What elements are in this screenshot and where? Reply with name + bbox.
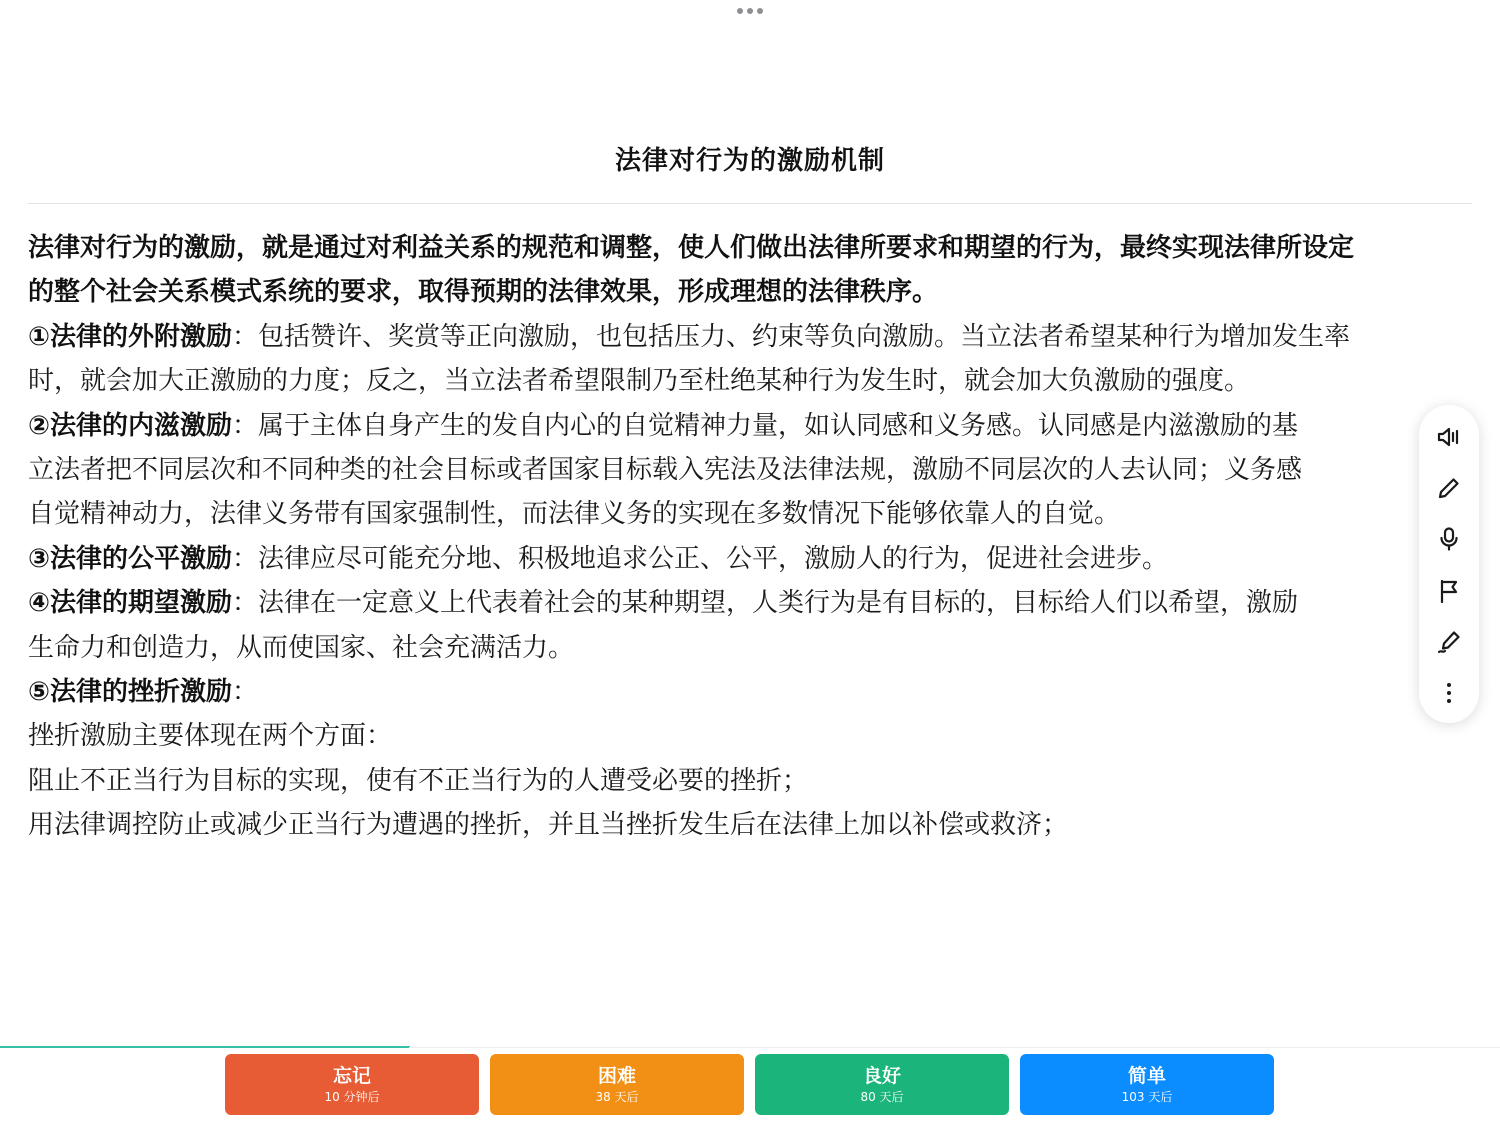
title-divider [28, 203, 1472, 204]
card-content [28, 226, 1472, 848]
item-term: ②法律的内滋激励 [28, 410, 233, 441]
window-handle[interactable] [733, 6, 767, 16]
item-term: ④法律的期望激励 [28, 588, 233, 619]
item-fairness-line: ③法律的公平激励：法律应尽可能充分地、积极地追求公正、公平，激励人的行为，促进社会进步。 [28, 543, 1169, 574]
rating-label: 良好 [862, 1064, 901, 1087]
item-internal-line: 立法者把不同层次和不同种类的社会目标或者国家目标载入宪法及法律法规，激励不同层次的人去认同；义务感 [28, 455, 1303, 486]
handle-dot [737, 8, 743, 14]
rating-interval: 10 分钟后 [324, 1089, 380, 1104]
pen-draw-icon[interactable] [1427, 620, 1471, 663]
item-internal-line: ②法律的内滋激励：属于主体自身产生的发自内心的自觉精神力量，如认同感和义务感。认同感是内滋激励的基 [28, 410, 1299, 441]
handle-dot [747, 8, 753, 14]
rating-buttons [225, 1054, 1274, 1115]
item-expectation-line: 生命力和创造力，从而使国家、社会充满活力。 [28, 632, 575, 663]
frustration-detail: 用法律调控防止或减少正当行为遭遇的挫折，并且当挫折发生后在法律上加以补偿或救济； [28, 810, 1069, 841]
frustration-detail: 阻止不正当行为目标的实现，使有不正当行为的人遭受必要的挫折； [28, 765, 809, 796]
rating-label: 简单 [1127, 1064, 1166, 1087]
item-term: ③法律的公平激励 [28, 543, 233, 574]
rating-interval: 80 天后 [860, 1089, 904, 1104]
rating-interval: 103 天后 [1121, 1089, 1173, 1104]
item-external-line: ①法律的外附激励：包括赞许、奖赏等正向激励，也包括压力、约束等负向激励。当立法者希望某种行为增加发生率 [28, 321, 1351, 352]
rating-label: 困难 [597, 1064, 636, 1087]
rating-label: 忘记 [332, 1064, 371, 1087]
intro-line: 的整个社会关系模式系统的要求，取得预期的法律效果，形成理想的法律秩序。 [28, 277, 939, 308]
microphone-icon[interactable] [1427, 518, 1471, 561]
item-expectation-line: ④法律的期望激励：法律在一定意义上代表着社会的某种期望，人类行为是有目标的，目标给人们以希望，激励 [28, 588, 1299, 619]
review-progress-bar [0, 1046, 410, 1048]
item-term: ⑤法律的挫折激励 [28, 677, 233, 708]
item-frustration-line: ⑤法律的挫折激励： [28, 677, 259, 708]
handle-dot [757, 8, 763, 14]
item-external-line: 时，就会加大正激励的力度；反之，当立法者希望限制乃至杜绝某种行为发生时，就会加大负激励的强度。 [28, 366, 1251, 397]
bottom-separator [409, 1047, 1500, 1048]
side-toolbar [1419, 405, 1479, 723]
frustration-detail: 挫折激励主要体现在两个方面： [28, 721, 393, 752]
rating-button-good[interactable] [755, 1054, 1009, 1115]
speaker-icon[interactable] [1427, 415, 1471, 458]
flag-icon[interactable] [1427, 569, 1471, 612]
item-internal-line: 自觉精神动力，法律义务带有国家强制性，而法律义务的实现在多数情况下能够依靠人的自觉。 [28, 499, 1121, 530]
more-vertical-icon[interactable] [1427, 672, 1471, 715]
rating-button-again[interactable] [225, 1054, 479, 1115]
rating-interval: 38 天后 [595, 1089, 639, 1104]
card-title: 法律对行为的激励机制 [614, 146, 885, 176]
pencil-icon[interactable] [1427, 466, 1471, 509]
item-term: ①法律的外附激励 [28, 321, 233, 352]
intro-line: 法律对行为的激励，就是通过对利益关系的规范和调整，使人们做出法律所要求和期望的行为，最终实现法律所设定 [28, 233, 1355, 263]
rating-button-hard[interactable] [490, 1054, 744, 1115]
rating-button-easy[interactable] [1020, 1054, 1274, 1115]
